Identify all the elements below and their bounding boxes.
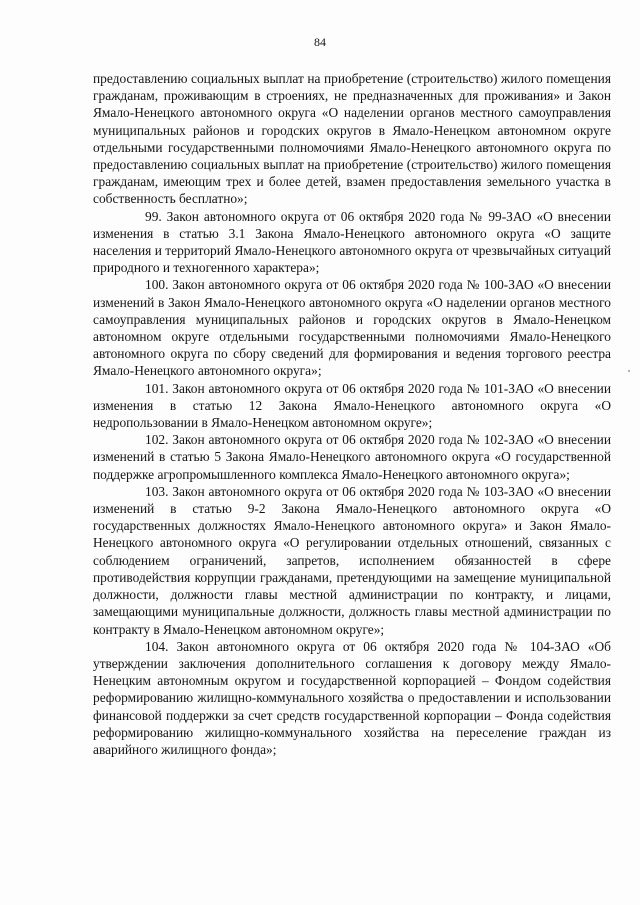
body-text (93, 70, 611, 758)
paragraph-continuation: предоставлению социальных выплат на приобретение (строительство) жилого помещения гражданам, проживающим в строениях, не предназначенных для проживания» и Закон Ямало-Ненецкого автономного округа «О наделении органов местного самоуправления муниципальных районов и городских округов в Ямало-Ненецком автономном округе отдельными государственными полномочиями Ямало-Ненецкого автономного округа по предоставлению социальных выплат на приобретение (строительство) жилого помещения гражданам, имеющим трех и более детей, взамен предоставления земельного участка в собственность бесплатно»; (93, 71, 611, 207)
paragraph-item-104: 104. Закон автономного округа от 06 октября 2020 года № 104-ЗАО «Об утверждении заключения дополнительного соглашения к договору между Ямало-Ненецким автономным округом и государственной корпорацией – Фондом содействия реформированию жилищно-коммунального хозяйства о предоставлении и использовании финансовой поддержки за счет средств государственной корпорации – Фонда содействия реформированию жилищно-коммунального хозяйства на переселение граждан из аварийного жилищного фонда»; (93, 638, 611, 757)
paragraph-item-99: 99. Закон автономного округа от 06 октября 2020 года № 99-ЗАО «О внесении изменения в статью 3.1 Закона Ямало-Ненецкого автономного округа «О защите населения и территорий Ямало-Ненецкого автономного округа от чрезвычайных ситуаций природного и техногенного характера»; (93, 208, 611, 276)
paragraph-item-103: 103. Закон автономного округа от 06 октября 2020 года № 103-ЗАО «О внесении изменений в статью 9-2 Закона Ямало-Ненецкого автономного округа «О государственных должностях Ямало-Ненецкого автономного округа» и Закон Ямало-Ненецкого автономного округа «О регулировании отдельных отношений, связанных с соблюдением ограничений, запретов, исполнением обязанностей в сфере противодействия коррупции гражданами, претендующими на замещение муниципальной должности, должности главы местной администрации по контракту, и лицами, замещающими муниципальные должности, должность главы местной администрации по контракту в Ямало-Ненецком автономном округе»; (93, 483, 611, 637)
scan-speck (628, 370, 630, 372)
page-number: 84 (314, 35, 326, 49)
paragraph-item-102: 102. Закон автономного округа от 06 октября 2020 года № 102-ЗАО «О внесении изменений в статью 5 Закона Ямало-Ненецкого автономного округа «О государственной поддержке агропромышленного комплекса Ямало-Ненецкого автономного округа»; (93, 432, 611, 482)
paragraph-item-101: 101. Закон автономного округа от 06 октября 2020 года № 101-ЗАО «О внесении изменения в статью 12 Закона Ямало-Ненецкого автономного округа «О недропользовании в Ямало-Ненецком автономном округе»; (93, 380, 611, 431)
paragraph-item-100: 100. Закон автономного округа от 06 октября 2020 года № 100-ЗАО «О внесении изменений в Закон Ямало-Ненецкого автономного округа «О наделении органов местного самоуправления муниципальных районов и городских округов в Ямало-Ненецком автономном округе отдельными государственными полномочиями Ямало-Ненецкого автономного округа по сбору сведений для формирования и ведения торгового реестра Ямало-Ненецкого автономного округа»; (93, 277, 611, 379)
